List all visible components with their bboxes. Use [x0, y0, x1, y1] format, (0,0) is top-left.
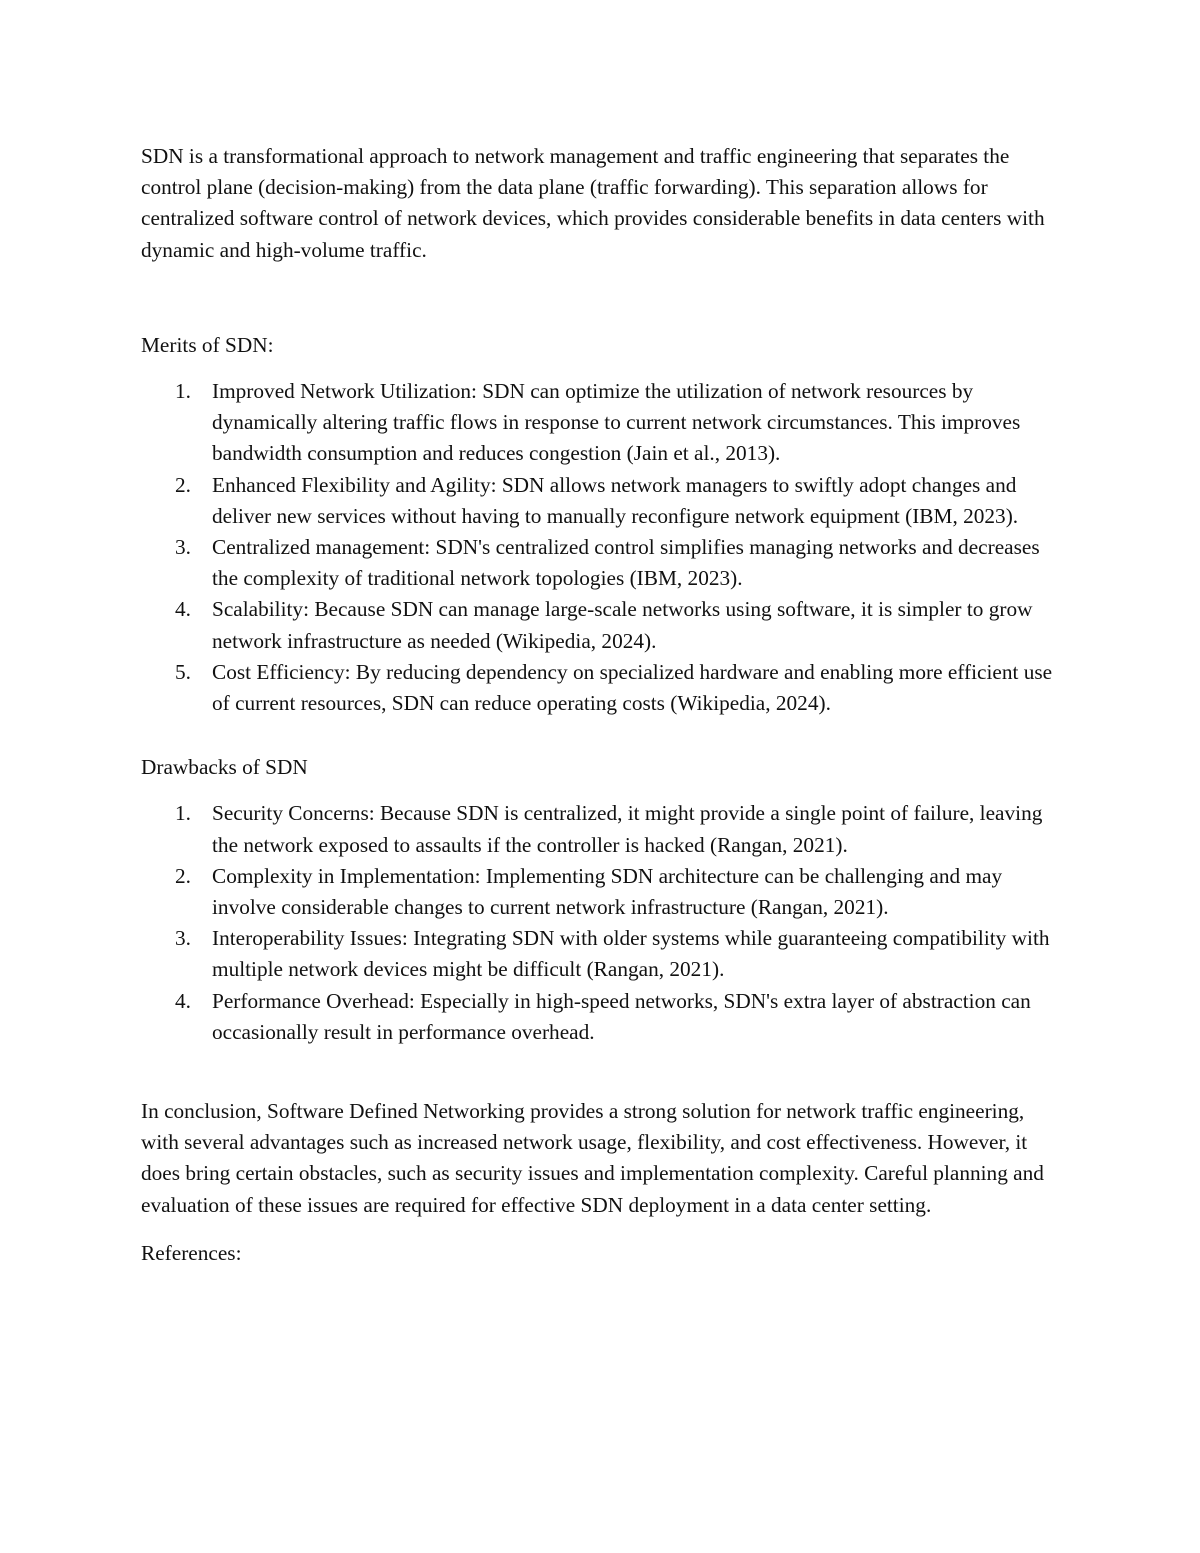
list-item-number: 1. [175, 801, 191, 826]
list-item-number: 4. [175, 597, 191, 622]
list-item [141, 923, 1066, 985]
list-item-number: 4. [175, 988, 191, 1013]
list-item-text: Interoperability Issues: Integrating SDN with older systems while guaranteeing compatibility with multiple network devices might be difficult (Rangan, 2021). [212, 926, 1050, 982]
list-item-number: 2. [175, 863, 191, 888]
list-item [141, 532, 1066, 594]
list-item-text: Improved Network Utilization: SDN can optimize the utilization of network resources by dynamically altering traffic flows in response to current network circumstances. This improves bandwidth consumption and reduces congestion (Jain et al., 2013). [212, 379, 1021, 466]
list-item [141, 594, 1066, 656]
list-item-text: Enhanced Flexibility and Agility: SDN allows network managers to swiftly adopt changes and deliver new services without having to manually reconfigure network equipment (IBM, 2023). [212, 472, 1019, 528]
references-heading: References: [141, 1240, 242, 1265]
conclusion-paragraph: In conclusion, Software Defined Networking provides a strong solution for network traffic engineering, with several advantages such as increased network usage, flexibility, and cost effectiveness. However, it does bring certain obstacles, such as security issues and implementation complexity. Careful planning and evaluation of these issues are required for effective SDN deployment in a data center setting. [141, 1099, 1044, 1217]
list-item-text: Performance Overhead: Especially in high-speed networks, SDN's extra layer of abstraction can occasionally result in performance overhead. [212, 988, 1031, 1044]
list-item-text: Cost Efficiency: By reducing dependency on specialized hardware and enabling more efficient use of current resources, SDN can reduce operating costs (Wikipedia, 2024). [212, 659, 1053, 716]
list-item-number: 3. [175, 535, 191, 560]
intro-paragraph: SDN is a transformational approach to network management and traffic engineering that separates the control plane (decision-making) from the data plane (traffic forwarding). This separation allows for centralized software control of network devices, which provides considerable benefits in data centers with dynamic and high-volume traffic. [141, 144, 1045, 262]
drawbacks-heading: Drawbacks of SDN [141, 755, 308, 780]
list-item-text: Complexity in Implementation: Implementing SDN architecture can be challenging and may involve considerable changes to current network infrastructure (Rangan, 2021). [212, 863, 1003, 920]
list-item [141, 986, 1066, 1048]
list-item-text: Centralized management: SDN's centralized control simplifies managing networks and decreases the complexity of traditional network topologies (IBM, 2023). [212, 535, 1040, 591]
list-item [141, 861, 1066, 923]
list-item-number: 1. [175, 379, 191, 404]
list-item [141, 798, 1066, 860]
list-item [141, 657, 1066, 719]
merits-list [141, 376, 1066, 719]
merits-heading: Merits of SDN: [141, 332, 274, 357]
list-item [141, 376, 1066, 470]
list-item [141, 470, 1066, 532]
list-item-number: 2. [175, 472, 191, 497]
list-item-text: Security Concerns: Because SDN is centralized, it might provide a single point of failure, leaving the network exposed to assaults if the controller is hacked (Rangan, 2021). [212, 801, 1043, 857]
document-body [141, 141, 1066, 1269]
drawbacks-list [141, 798, 1066, 1048]
list-item-number: 5. [175, 659, 191, 684]
list-item-text: Scalability: Because SDN can manage large-scale networks using software, it is simpler to grow network infrastructure as needed (Wikipedia, 2024). [212, 597, 1033, 653]
list-item-number: 3. [175, 926, 191, 951]
